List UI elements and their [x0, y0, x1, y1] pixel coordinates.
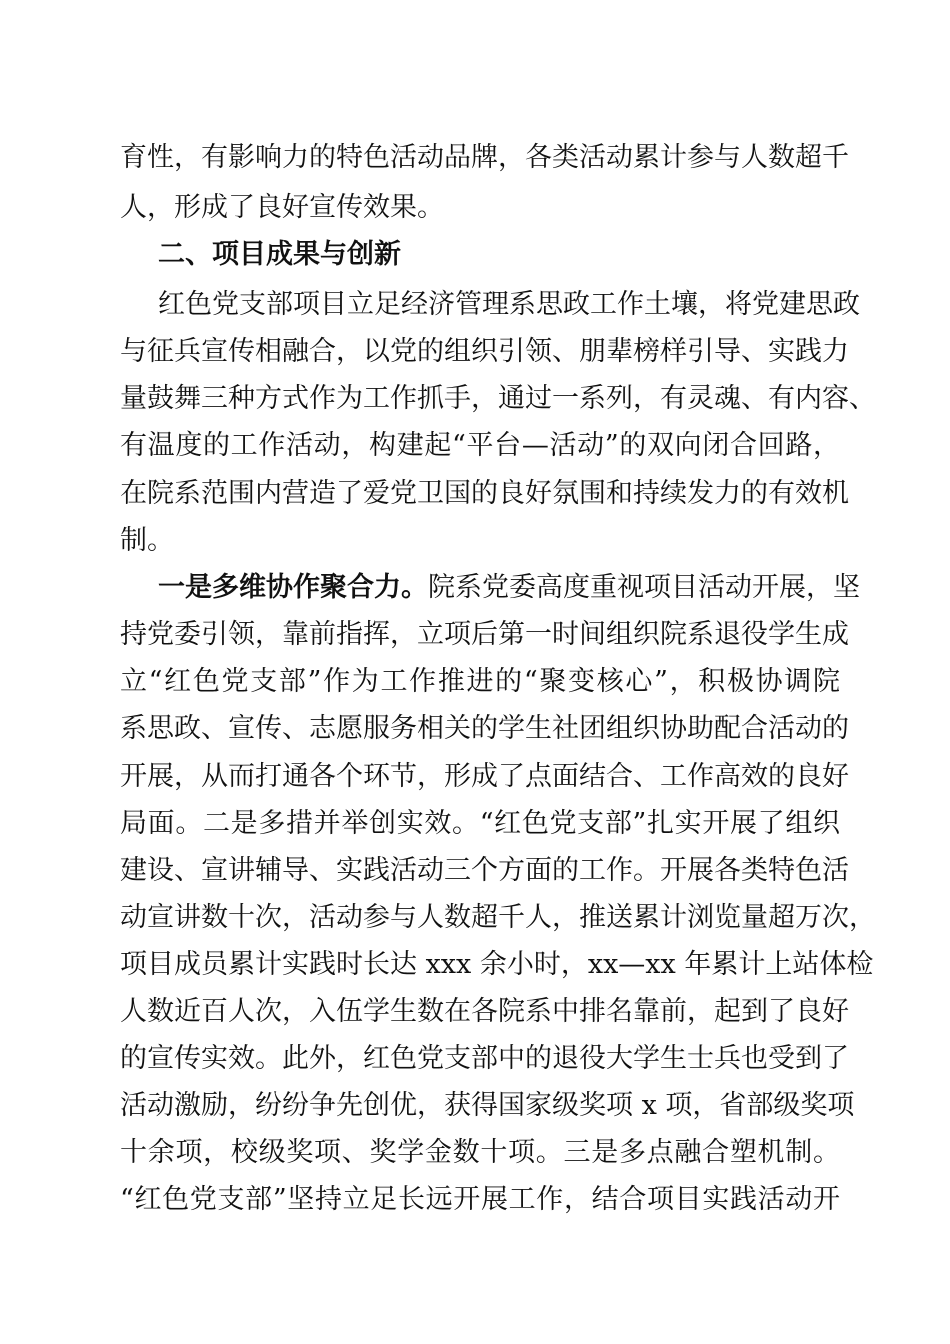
paragraph-line-15: 建设、宣讲辅导、实践活动三个方面的工作。开展各类特色活 — [120, 855, 849, 886]
paragraph-line-7: 在院系范围内营造了爱党卫国的良好氛围和持续发力的有效机 — [120, 478, 849, 509]
section-heading: 二、项目成果与创新 — [158, 239, 401, 270]
paragraph-text: 院系党委高度重视项目活动开展，坚 — [428, 572, 860, 603]
paragraph-line-1: 育性，有影响力的特色活动品牌，各类活动累计参与人数超千 — [120, 142, 849, 173]
paragraph-line-2: 人，形成了良好宣传效果。 — [120, 192, 444, 223]
paragraph-line-12: 系思政、宣传、志愿服务相关的学生社团组织协助配合活动的 — [120, 713, 849, 744]
paragraph-line-9 — [158, 566, 860, 610]
paragraph-line-21: 十余项，校级奖项、奖学金数十项。三是多点融合塑机制。 — [120, 1137, 840, 1168]
paragraph-line-17: 项目成员累计实践时长达 xxx 余小时，xx—xx 年累计上站体检 — [120, 949, 874, 980]
paragraph-line-10: 持党委引领，靠前指挥，立项后第一时间组织院系退役学生成 — [120, 619, 849, 650]
paragraph-line-3: 红色党支部项目立足经济管理系思政工作土壤，将党建思政 — [158, 289, 860, 320]
paragraph-line-18: 人数近百人次，入伍学生数在各院系中排名靠前，起到了良好 — [120, 996, 849, 1027]
paragraph-line-8: 制。 — [120, 525, 174, 556]
paragraph-line-4: 与征兵宣传相融合，以党的组织引领、朋辈榜样引导、实践力 — [120, 336, 849, 367]
paragraph-line-11: 立“红色党支部”作为工作推进的“聚变核心”，积极协调院 — [120, 666, 840, 697]
paragraph-line-20: 活动激励，纷纷争先创优，获得国家级奖项 x 项，省部级奖项 — [120, 1090, 855, 1121]
paragraph-line-13: 开展，从而打通各个环节，形成了点面结合、工作高效的良好 — [120, 761, 849, 792]
paragraph-line-5: 量鼓舞三种方式作为工作抓手，通过一系列，有灵魂、有内容、 — [120, 383, 876, 414]
paragraph-line-22: “红色党支部”坚持立足长远开展工作，结合项目实践活动开 — [120, 1184, 840, 1215]
paragraph-line-19: 的宣传实效。此外，红色党支部中的退役大学生士兵也受到了 — [120, 1043, 849, 1074]
paragraph-line-16: 动宣讲数十次，活动参与人数超千人，推送累计浏览量超万次， — [120, 902, 876, 933]
paragraph-line-6: 有温度的工作活动，构建起“平台—活动”的双向闭合回路， — [120, 430, 840, 461]
emphasis-lead: 一是多维协作聚合力。 — [158, 572, 428, 603]
paragraph-line-14: 局面。二是多措并举创实效。“红色党支部”扎实开展了组织 — [120, 808, 840, 839]
